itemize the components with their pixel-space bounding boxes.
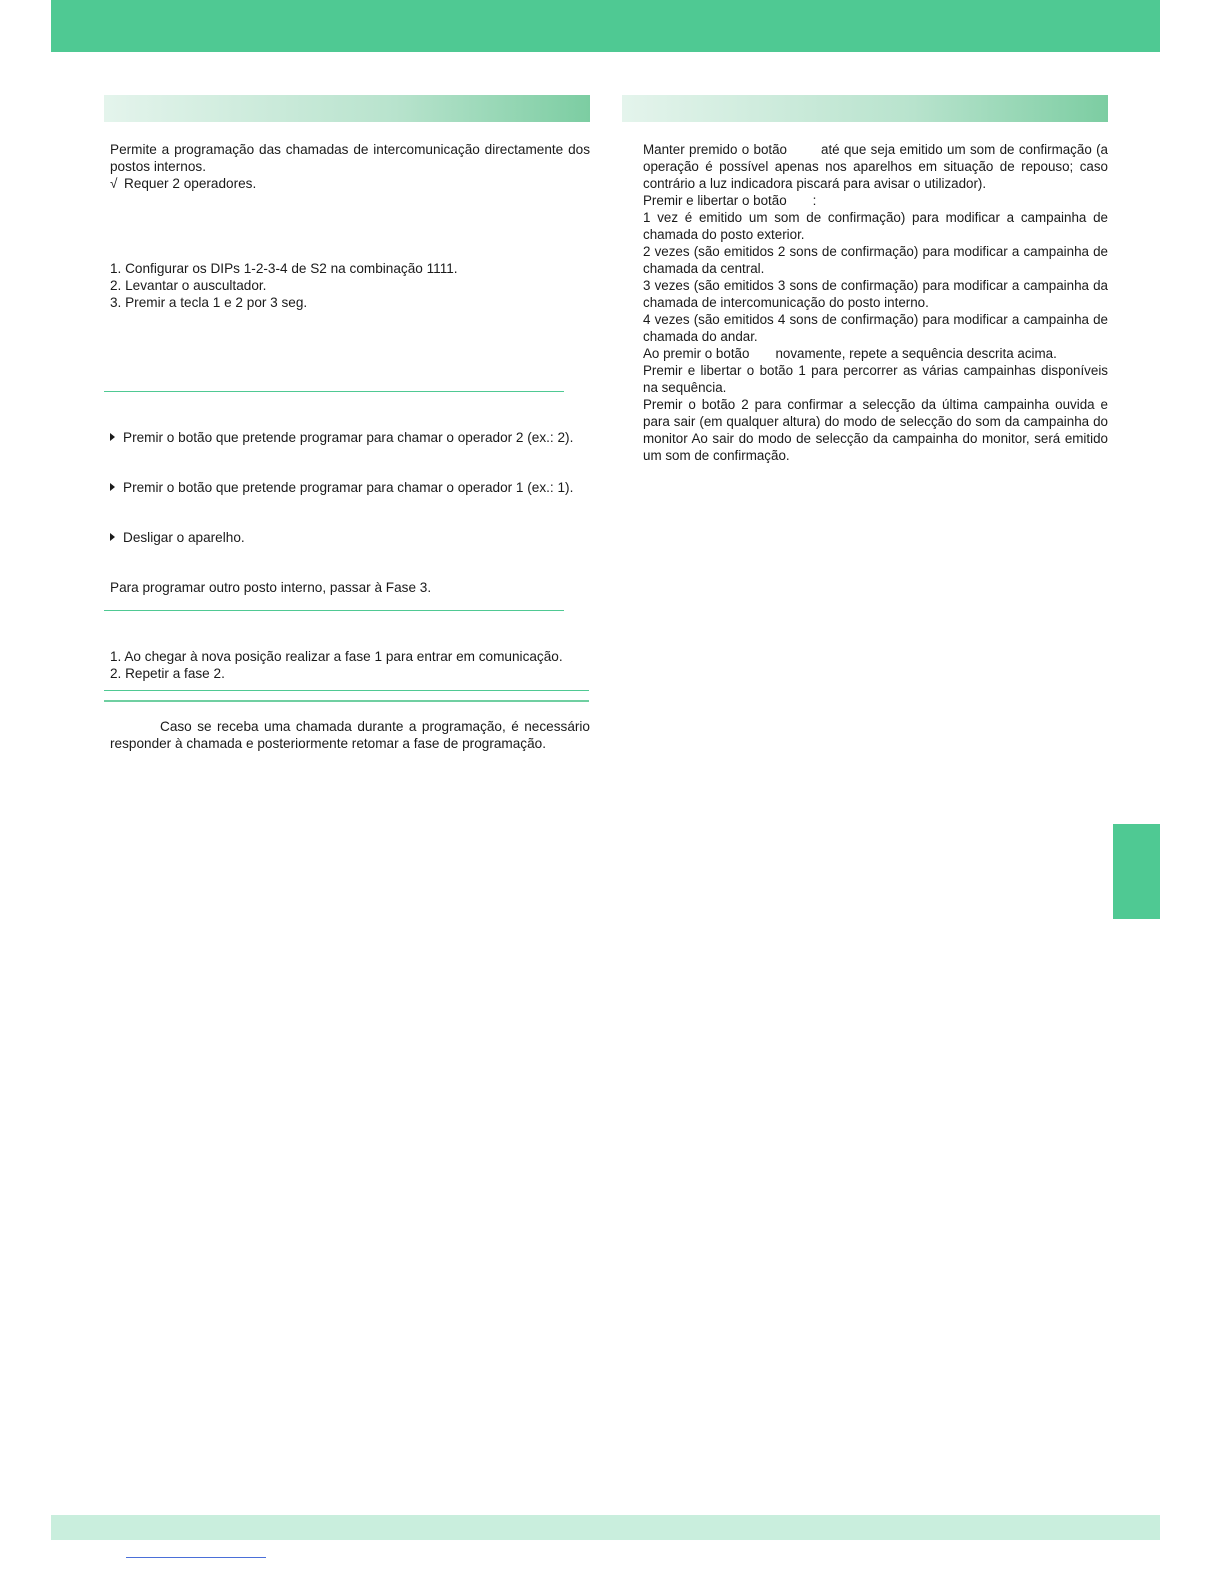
right-paragraph: Premir o botão 2 para confirmar a selecção da última campainha ouvida e para sair (em qualquer altura) do modo de selecção do som da campainha do monitor Ao sair do modo de selecção da campainha do monitor, será emitido um som de confirmação. [643,397,1108,463]
right-paragraph: Premir e libertar o botão : [643,193,817,208]
right-paragraph: Premir e libertar o botão 1 para percorrer as várias campainhas disponíveis na sequência. [643,363,1108,395]
step-item: 2. Levantar o auscultador. [110,278,267,293]
footer-underline [126,1557,266,1558]
arrow-bullet-icon [110,483,115,491]
phase2-item-1 [110,429,594,446]
step-item: 1. Ao chegar à nova posição realizar a fase 1 para entrar em comunicação. [110,649,563,664]
right-paragraph: 3 vezes (são emitidos 3 sons de confirmação) para modificar a campainha da chamada de intercomunicação do posto interno. [643,278,1108,310]
arrow-bullet-icon [110,533,115,541]
right-paragraph: Ao premir o botão novamente, repete a sequência descrita acima. [643,346,1057,361]
step-item: 1. Configurar os DIPs 1-2-3-4 de S2 na combinação 1111. [110,261,458,276]
note-box [110,718,590,752]
requirement-text: Requer 2 operadores. [124,176,257,191]
phase3-steps [110,648,594,682]
check-icon: √ [110,176,118,191]
phase2-text: Premir o botão que pretende programar para chamar o operador 1 (ex.: 1). [123,480,574,495]
right-paragraph: 2 vezes (são emitidos 2 sons de confirmação) para modificar a campainha de chamada da central. [643,244,1108,276]
bottom-color-band [51,1515,1160,1540]
phase2-note-text: Para programar outro posto interno, passar à Fase 3. [110,580,432,595]
step-item: 3. Premir a tecla 1 e 2 por 3 seg. [110,295,308,310]
phase2-note [110,579,590,596]
right-paragraph: 1 vez é emitido um som de confirmação) para modificar a campainha de chamada do posto exterior. [643,210,1108,242]
phase1-steps [110,260,590,311]
arrow-bullet-icon [110,433,115,441]
intro-text: Permite a programação das chamadas de intercomunicação directamente dos postos internos. [110,142,590,174]
phase2-text: Desligar o aparelho. [123,530,245,545]
phase2-item-2 [110,479,594,496]
note-text: Caso se receba uma chamada durante a programação, é necessário responder à chamada e posteriormente retomar a fase de programação. [110,719,590,751]
right-instructions [643,141,1108,464]
note-divider-bottom [104,700,589,702]
left-intro [110,141,590,192]
section-divider [104,391,564,392]
section-divider [104,610,564,611]
note-divider-top [104,690,589,691]
left-section-heading-bar [104,95,590,122]
step-item: 2. Repetir a fase 2. [110,666,225,681]
right-paragraph: 4 vezes (são emitidos 4 sons de confirmação) para modificar a campainha de chamada do andar. [643,312,1108,344]
side-chapter-tab [1113,824,1160,919]
top-color-band [51,0,1160,52]
right-section-heading-bar [622,95,1108,122]
right-paragraph: Manter premido o botão até que seja emitido um som de confirmação (a operação é possível apenas nos aparelhos em situação de repouso; caso contrário a luz indicadora piscará para avisar o utilizador). [643,142,1108,191]
requirement-line [110,175,590,192]
phase2-item-3 [110,529,594,546]
phase2-text: Premir o botão que pretende programar para chamar o operador 2 (ex.: 2). [123,430,574,445]
